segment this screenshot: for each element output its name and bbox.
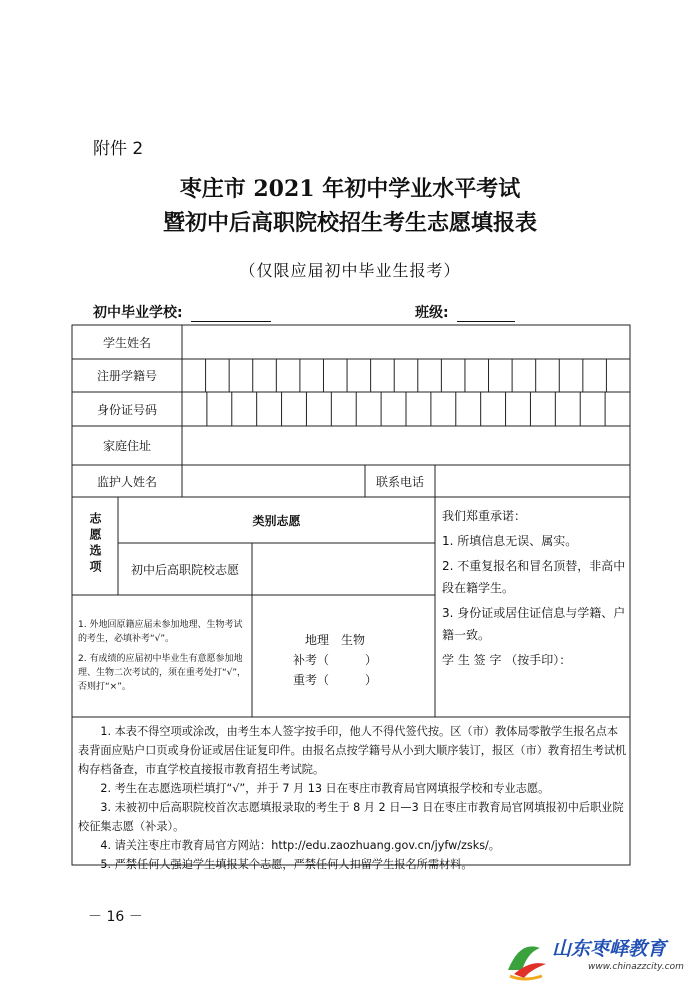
small-note-2: 2. 有成绩的应届初中毕业生有意愿参加地理、生物二次考试的，须在重考处打“√”，否则打“×”。 [78,654,247,692]
title-line-2: 暨初中后高职院校招生考生志愿填报表 [162,210,537,236]
pledge-item-1: 1. 所填信息无误、属实。 [442,534,578,548]
pledge-heading: 我们郑重承诺： [442,509,527,523]
small-note-1: 1. 外地回原籍应届未参加地理、生物考试的考生，必填补考“√”。 [78,620,243,644]
page-number: － 16 － [88,909,143,925]
site-logo [500,930,695,985]
geo-subjects: 地理 生物 [304,633,365,647]
pledge-item-3: 3. 身份证或居住证信息与学籍、户籍一致。 [442,606,626,642]
category-header: 类别志愿 [252,513,301,528]
pledge-block [442,505,628,674]
class-label: 班级: [415,305,449,321]
makeup-checkbox[interactable]: 补考（ ） [292,653,377,667]
vocational-choice-label: 初中后高职院校志愿 [130,562,239,577]
note-4: 4. 请关注枣庄市教育局官方网站：http://edu.zaozhuang.gov.cn/jyfw/zsks/。 [100,839,500,852]
subtitle: （仅限应届初中毕业生报考） [239,261,461,280]
student-name-input[interactable] [182,326,629,358]
geo-bio-block [280,630,390,690]
guardian-input[interactable] [183,466,364,496]
label-id-number: 身份证号码 [96,402,157,417]
school-label: 初中毕业学校: [93,305,183,321]
title-line-1: 枣庄市 2021 年初中学业水平考试 [179,176,521,202]
pledge-item-2: 2. 不重复报名和冒名顶替，非高中段在籍学生。 [442,559,626,595]
label-student-id: 注册学籍号 [96,369,157,383]
choice-label: 志愿选项 [88,512,102,576]
retake-checkbox[interactable]: 重考（ ） [292,673,377,687]
logo-name: 山东枣峄教育 [552,938,667,960]
notes-block [78,722,628,874]
note-3: 3. 未被初中后高职院校首次志愿填报录取的考生于 8 月 2 日—3 日在枣庄市教育局官网填报初中后职业院校征集志愿（补录）。 [78,801,624,833]
logo-url: www.chinazzcity.com [588,962,684,972]
attachment-label: 附件 2 [93,139,144,159]
vocational-choice-box[interactable] [253,544,434,594]
phone-input[interactable] [436,466,629,496]
small-note [78,618,248,694]
label-student-name: 学生姓名 [102,335,151,350]
note-2: 2. 考生在志愿选项栏填打“√”，并于 7 月 13 日在枣庄市教育局官网填报学校和专业志愿。 [100,782,550,795]
address-input[interactable] [182,427,629,464]
label-phone: 联系电话 [375,474,424,489]
pledge-sign: 学 生 签 字 （按手印）： [442,653,572,667]
note-5: 5. 严禁任何人强迫学生填报某个志愿，严禁任何人扣留学生报名所需材料。 [100,858,473,871]
label-guardian: 监护人姓名 [96,474,157,489]
label-address: 家庭住址 [102,439,151,453]
logo-icon [500,930,550,982]
note-1: 1. 本表不得空项或涂改，由考生本人签字按手印，他人不得代签代按。区（市）教体局零散学生报名点本表背面应贴户口页或身份证或居住证复印件。由报名点按学籍号从小到大顺序装订，报区（市）教育招生考试机构存档备查，市直学校直接报市教育招生考试院。 [78,725,627,776]
